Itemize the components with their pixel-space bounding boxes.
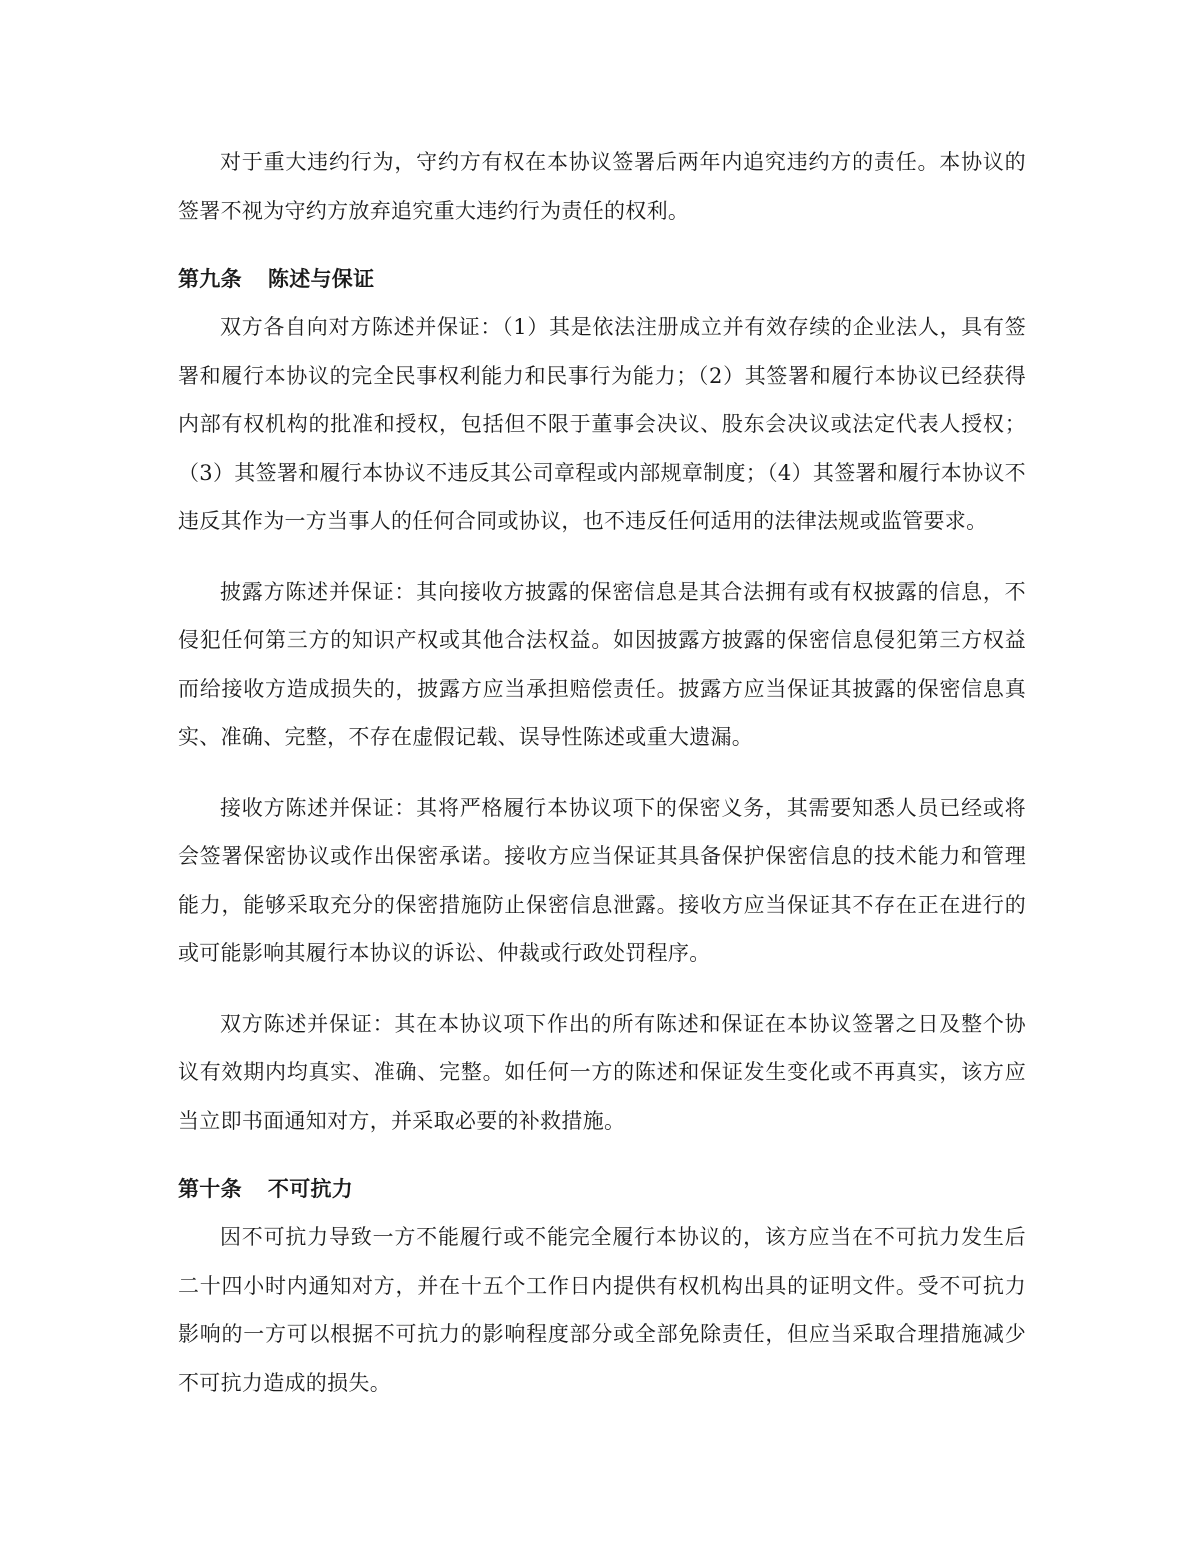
paragraph-recipient-representations: 接收方陈述并保证：其将严格履行本协议项下的保密义务，其需要知悉人员已经或将会签署保密协议或作出保密承诺。接收方应当保证其具备保护保密信息的技术能力和管理能力，能够采取充分的保密措施防止保密信息泄露。接收方应当保证其不存在正在进行的或可能影响其履行本协议的诉讼、仲裁或行政处罚程序。 xyxy=(178,795,1026,965)
paragraph-both-parties-representations: 双方陈述并保证：其在本协议项下作出的所有陈述和保证在本协议签署之日及整个协议有效期内均真实、准确、完整。如任何一方的陈述和保证发生变化或不再真实，该方应当立即书面通知对方，并采取必要的补救措施。 xyxy=(178,1011,1026,1133)
document-page xyxy=(178,138,1026,1407)
paragraph-discloser-representations: 披露方陈述并保证：其向接收方披露的保密信息是其合法拥有或有权披露的信息，不侵犯任何第三方的知识产权或其他合法权益。如因披露方披露的保密信息侵犯第三方权益而给接收方造成损失的，披露方应当承担赔偿责任。披露方应当保证其披露的保密信息真实、准确、完整，不存在虚假记载、误导性陈述或重大遗漏。 xyxy=(178,579,1026,749)
article-number: 第十条 xyxy=(178,1177,242,1201)
paragraph-breach-liability: 对于重大违约行为，守约方有权在本协议签署后两年内追究违约方的责任。本协议的签署不视为守约方放弃追究重大违约行为责任的权利。 xyxy=(178,150,1026,223)
paragraph-mutual-representations: 双方各自向对方陈述并保证：（1）其是依法注册成立并有效存续的企业法人，具有签署和履行本协议的完全民事权利能力和民事行为能力；（2）其签署和履行本协议已经获得内部有权机构的批准和授权，包括但不限于董事会决议、股东会决议或法定代表人授权；（3）其签署和履行本协议不违反其公司章程或内部规章制度；（4）其签署和履行本协议不违反其作为一方当事人的任何合同或协议，也不违反任何适用的法律法规或监管要求。 xyxy=(178,315,1026,533)
paragraph-force-majeure: 因不可抗力导致一方不能履行或不能完全履行本协议的，该方应当在不可抗力发生后二十四小时内通知对方，并在十五个工作日内提供有权机构出具的证明文件。受不可抗力影响的一方可以根据不可抗力的影响程度部分或全部免除责任，但应当采取合理措施减少不可抗力造成的损失。 xyxy=(178,1225,1026,1395)
article-heading-10 xyxy=(178,1165,1026,1213)
article-number: 第九条 xyxy=(178,267,242,291)
article-title: 陈述与保证 xyxy=(267,267,375,291)
article-title: 不可抗力 xyxy=(267,1177,354,1201)
article-heading-9 xyxy=(178,255,1026,303)
